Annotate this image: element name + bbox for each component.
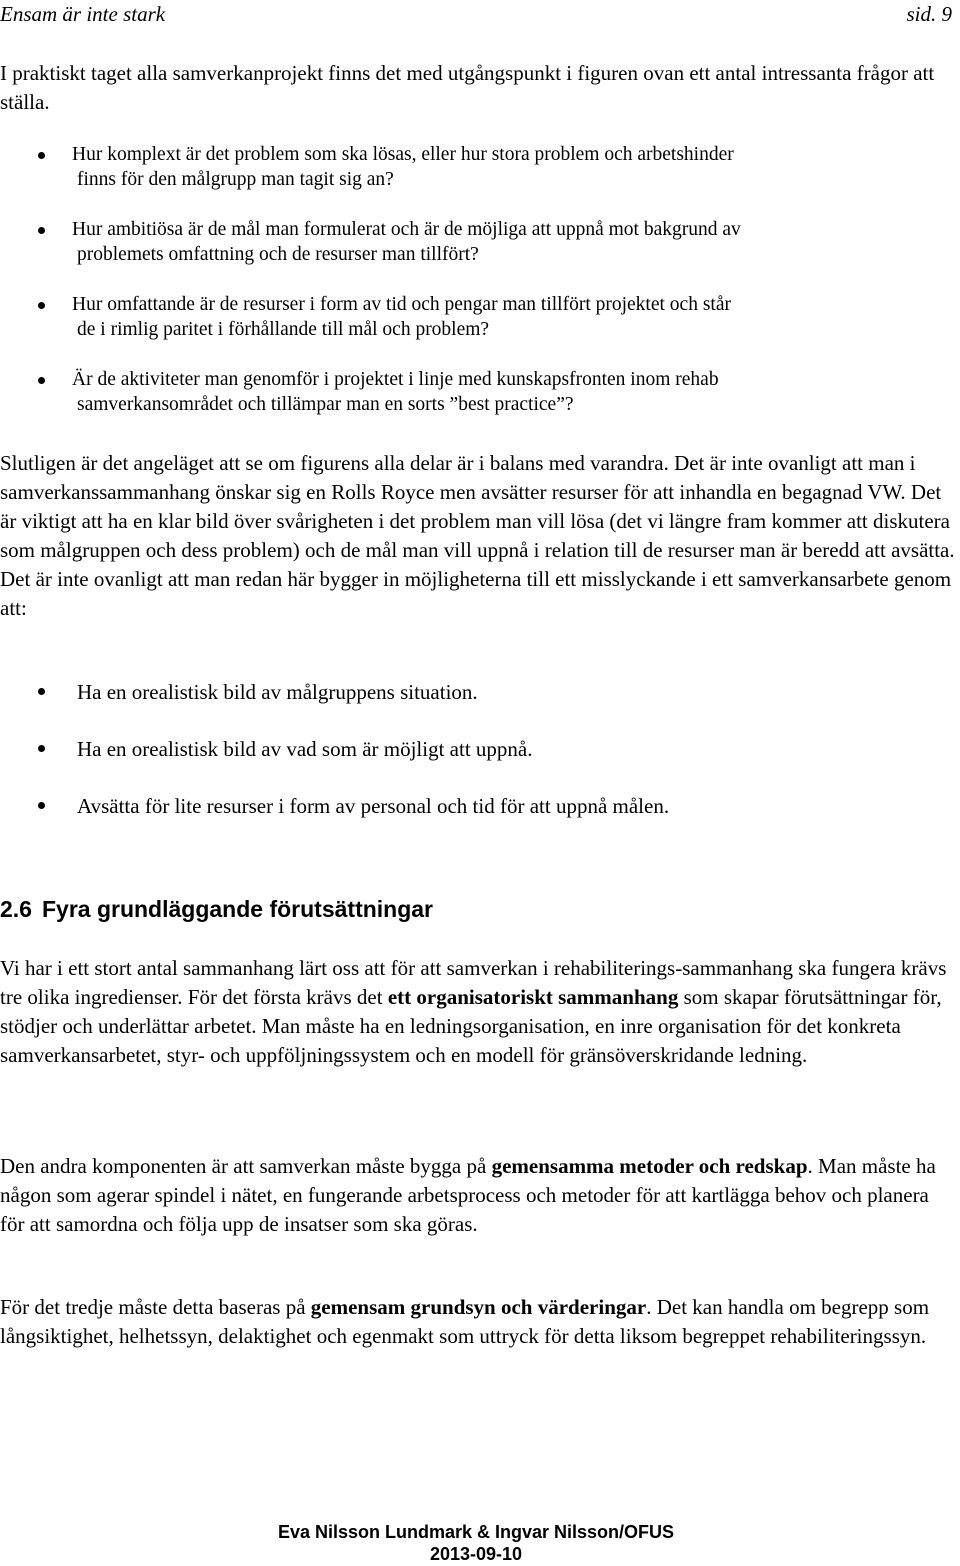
paragraph-text: . Det kan handla om begrepp som långsiktighet, helhetssyn, delaktighet och egenmakt som uttryck för detta liksom begreppet rehabiliteringssyn.: [0, 1295, 930, 1348]
bullet-icon: [38, 152, 45, 159]
footer-authors: Eva Nilsson Lundmark & Ingvar Nilsson/OFUS: [277, 1522, 675, 1542]
question-text-continued: finns för den målgrupp man tagit sig an?: [77, 169, 394, 190]
question-text-continued: samverkansområdet och tillämpar man en sorts ”best practice”?: [77, 394, 574, 415]
paragraph-text: som skapar förutsättningar för, stödjer och underlättar arbetet. Man måste ha en ledningsorganisation, en inre organisation för det konkreta samverkansarbetet, styr- och uppföljningssystem och en modell för gränsöverskridande ledning.: [0, 985, 942, 1067]
list-item: [0, 791, 950, 821]
list-item: [0, 292, 950, 342]
bullet-icon: [38, 377, 45, 384]
list-item: [0, 142, 950, 192]
question-list: [0, 142, 950, 442]
failure-text: Ha en orealistisk bild av vad som är möjligt att uppnå.: [77, 737, 533, 761]
document-title: Ensam är inte stark: [0, 2, 166, 26]
failure-text: Avsätta för lite resurser i form av personal och tid för att uppnå målen.: [77, 794, 670, 818]
page-number: sid. 9: [906, 2, 952, 26]
question-text: Hur omfattande är de resurser i form av tid och pengar man tillfört projektet och står: [72, 294, 731, 315]
bullet-icon: [38, 802, 45, 809]
bullet-icon: [38, 745, 45, 752]
question-text: Hur ambitiösa är de mål man formulerat och är de möjliga att uppnå mot bakgrund av: [72, 219, 741, 240]
emphasis-text: gemensamma metoder och redskap: [491, 1154, 808, 1178]
paragraph-text: Den andra komponenten är att samverkan måste bygga på: [0, 1154, 492, 1178]
emphasis-text: gemensam grundsyn och värderingar: [310, 1295, 647, 1319]
footer-date: 2013-09-10: [429, 1544, 523, 1564]
bullet-icon: [38, 688, 45, 695]
question-text: Hur komplext är det problem som ska lösas, eller hur stora problem och arbetshinder: [72, 144, 734, 165]
section-title: Fyra grundläggande förutsättningar: [41, 896, 434, 922]
paragraph-text: . Man måste ha någon som agerar spindel i nätet, en fungerande arbetsprocess och metoder för att kartlägga behov och planera för att samordna och följa upp de insatser som ska göras.: [0, 1154, 936, 1236]
list-item: [0, 677, 950, 707]
list-item: [0, 367, 950, 417]
list-item: [0, 217, 950, 267]
list-item: [0, 734, 950, 764]
paragraph-organisation: [0, 954, 956, 1070]
paragraph-methods: [0, 1152, 956, 1239]
paragraph-text: Vi har i ett stort antal sammanhang lärt oss att för att samverkan i rehabiliterings-sammanhang ska fungera krävs tre olika ingredienser. För det första krävs det: [0, 956, 947, 1009]
failure-text: Ha en orealistisk bild av målgruppens situation.: [77, 680, 478, 704]
bullet-icon: [38, 302, 45, 309]
question-text-continued: de i rimlig paritet i förhållande till mål och problem?: [77, 319, 490, 340]
section-heading: [0, 896, 433, 923]
question-text-continued: problemets omfattning och de resurser man tillfört?: [77, 244, 479, 265]
failure-list: [0, 677, 950, 848]
question-text: Är de aktiviteter man genomför i projektet i linje med kunskapsfronten inom rehab: [72, 369, 719, 390]
intro-paragraph: I praktiskt taget alla samverkanprojekt finns det med utgångspunkt i figuren ovan ett antal intressanta frågor att ställa.: [0, 61, 935, 114]
section-number: 2.6: [0, 896, 32, 922]
paragraph-text: För det tredje måste detta baseras på: [0, 1295, 311, 1319]
balance-paragraph: Slutligen är det angeläget att se om figurens alla delar är i balans med varandra. Det är inte ovanligt att man i samverkanssammanhang önskar sig en Rolls Royce men avsätter resurser för att inhandla en begagnad VW. Det är viktigt att ha en klar bild över svårigheten i det problem man vill lösa (det vi längre fram kommer att diskutera som målgruppen och dess problem) och de mål man vill uppnå i relation till de resurser man är beredd att avsätta. Det är inte ovanligt att man redan här bygger in möjligheterna till ett misslyckande i ett samverkansarbete genom att:: [0, 451, 955, 620]
page-header: [0, 2, 952, 28]
paragraph-values: [0, 1293, 956, 1351]
emphasis-text: ett organisatoriskt sammanhang: [387, 985, 679, 1009]
bullet-icon: [38, 227, 45, 234]
